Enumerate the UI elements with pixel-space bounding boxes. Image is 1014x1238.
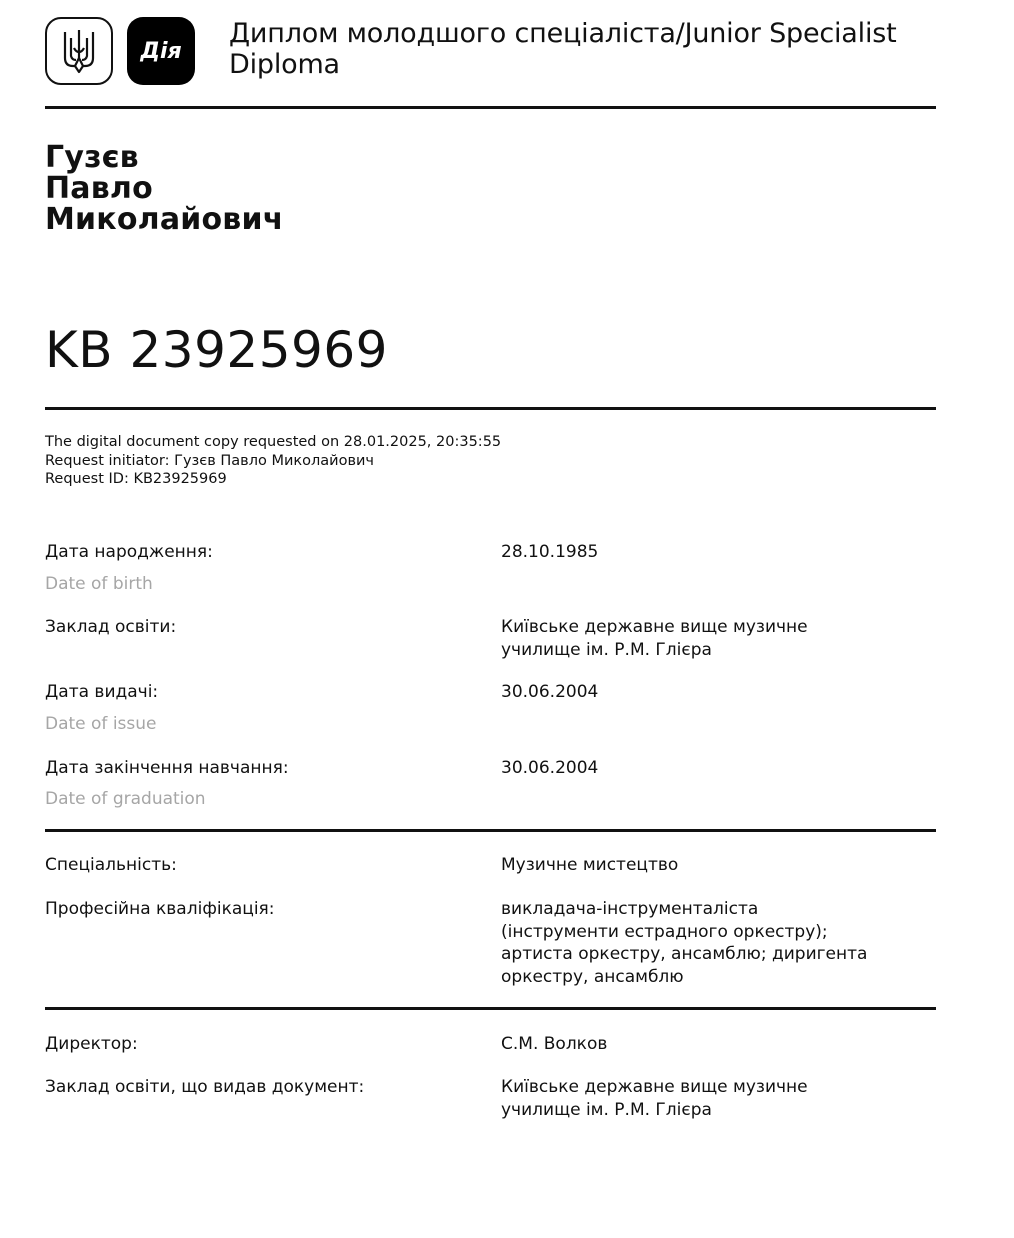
request-date-line: The digital document copy requested on 28.01.2025, 20:35:55	[45, 434, 502, 450]
institution-label: Заклад освіти:	[45, 617, 177, 637]
specialty-value: Музичне мистецтво	[501, 855, 679, 875]
qualification-line: (інструменти естрадного оркестру);	[501, 921, 828, 942]
specialty-label: Спеціальність:	[45, 855, 177, 875]
birth-date-sublabel: Date of birth	[45, 574, 153, 594]
issuer-label: Заклад освіти, що видав документ:	[45, 1077, 365, 1097]
request-info	[45, 433, 501, 489]
institution-value-line: училище ім. Р.М. Глієра	[501, 639, 712, 660]
graduation-date-label: Дата закінчення навчання:	[45, 758, 289, 778]
document-title: Диплом молодшого спеціаліста/Junior Specialist Diploma	[229, 18, 897, 80]
issuer-value-line: училище ім. Р.М. Глієра	[501, 1099, 712, 1120]
issue-date-sublabel: Date of issue	[45, 714, 157, 734]
holder-given-name: Павло	[45, 171, 153, 206]
diia-logo	[127, 17, 195, 85]
director-label: Директор:	[45, 1034, 138, 1054]
graduation-date-sublabel: Date of graduation	[45, 789, 206, 809]
divider	[45, 1007, 936, 1010]
divider	[45, 829, 936, 832]
director-value: С.М. Волков	[501, 1034, 608, 1054]
qualification-label: Професійна кваліфікація:	[45, 899, 275, 919]
diia-logo-text: Дія	[140, 38, 182, 64]
holder-patronymic: Миколайович	[45, 202, 284, 237]
document-number: KB 23925969	[45, 321, 388, 379]
qualification-line: оркестру, ансамблю	[501, 966, 684, 987]
trident-icon	[62, 28, 96, 74]
request-initiator-line: Request initiator: Гузєв Павло Миколайович	[45, 452, 374, 469]
issue-date-label: Дата видачі:	[45, 682, 159, 702]
graduation-date-value: 30.06.2004	[501, 758, 599, 778]
institution-value-line: Київське державне вище музичне	[501, 617, 808, 637]
holder-surname: Гузєв	[45, 140, 139, 175]
divider	[45, 106, 936, 109]
divider	[45, 407, 936, 410]
qualification-line: викладача-інструменталіста	[501, 899, 759, 919]
qualification-value	[501, 898, 931, 988]
birth-date-label: Дата народження:	[45, 542, 213, 562]
issuer-value	[501, 1076, 931, 1121]
issue-date-value: 30.06.2004	[501, 682, 599, 702]
holder-name	[45, 142, 284, 235]
institution-value	[501, 616, 931, 661]
birth-date-value: 28.10.1985	[501, 542, 599, 562]
qualification-line: артиста оркестру, ансамблю; диригента	[501, 944, 868, 964]
trident-logo-icon	[45, 17, 113, 85]
request-id-line: Request ID: KB23925969	[45, 471, 227, 487]
issuer-value-line: Київське державне вище музичне	[501, 1077, 808, 1097]
